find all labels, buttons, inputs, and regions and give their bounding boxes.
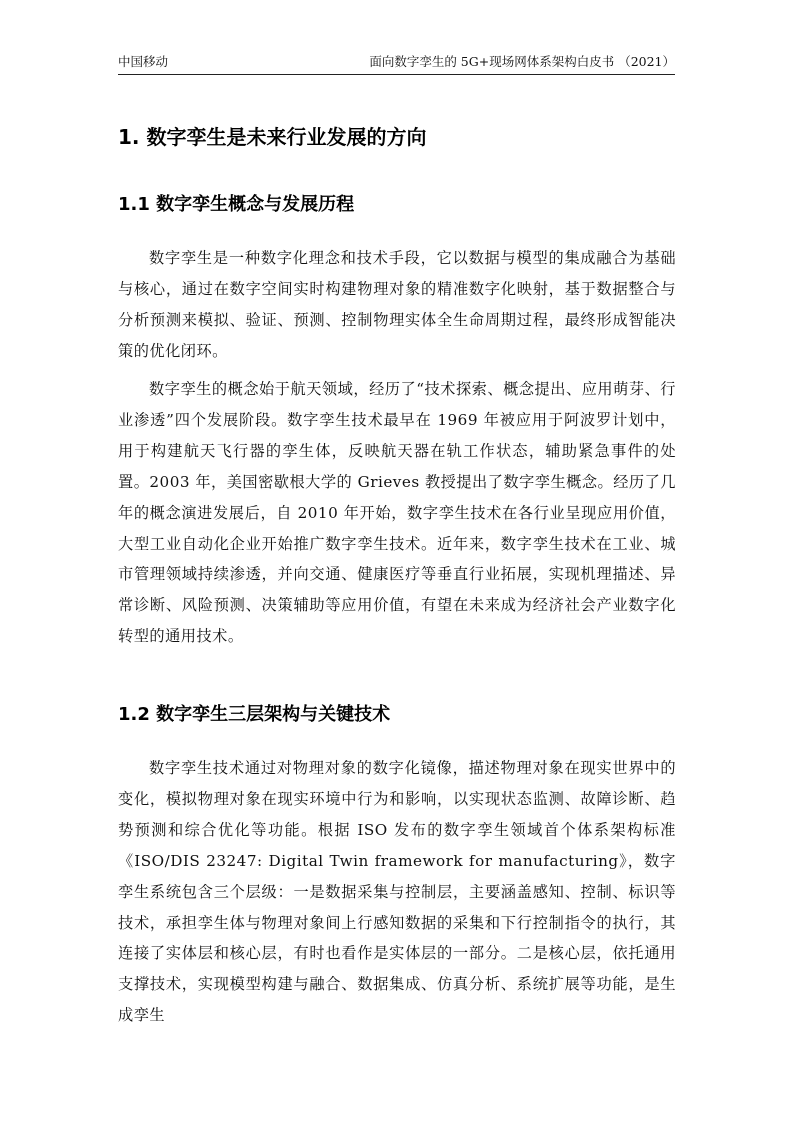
header-document-title: 面向数字孪生的 5G+现场网体系架构白皮书 （2021） [369,54,675,69]
paragraph-concept-definition: 数字孪生是一种数字化理念和技术手段，它以数据与模型的集成融合为基础与核心，通过在数字空间实时构建物理对象的精准数字化映射，基于数据整合与分析预测来模拟、验证、预测、控制物理实体全生命周期过程，最终形成智能决策的优化闭环。 [118,249,676,360]
chapter-heading: 1. 数字孪生是未来行业发展的方向 [118,125,427,149]
page-header [118,52,675,75]
paragraph-architecture: 数字孪生技术通过对物理对象的数字化镜像，描述物理对象在现实世界中的变化，模拟物理对象在现实环境中行为和影响，以实现状态监测、故障诊断、趋势预测和综合优化等功能。根据 ISO 发布的数字孪生领域首个体系架构标准《ISO/DIS 23247: Digital Twin framework for manufacturing》，数字孪生系统包含三个层级：一是数据采集与控制层，主要涵盖感知、控制、标识等技术，承担孪生体与物理对象间上行感知数据的采集和下行控制指令的执行，其连接了实体层和核心层，有时也看作是实体层的一部分。二是核心层，依托通用支撑技术，实现模型构建与融合、数据集成、仿真分析、系统扩展等功能，是生成孪生 [118,759,676,1025]
paragraph-concept-history: 数字孪生的概念始于航天领域，经历了“技术探索、概念提出、应用萌芽、行业渗透”四个发展阶段。数字孪生技术最早在 1969 年被应用于阿波罗计划中，用于构建航天飞行器的孪生体，反映航天器在轨工作状态，辅助紧急事件的处置。2003 年，美国密歇根大学的 Grieves 教授提出了数字孪生概念。经历了几年的概念演进发展后，自 2010 年开始，数字孪生技术在各行业呈现应用价值，大型工业自动化企业开始推广数字孪生技术。近年来，数字孪生技术在工业、城市管理领域持续渗透，并向交通、健康医疗等垂直行业拓展，实现机理描述、异常诊断、风险预测、决策辅助等应用价值，有望在未来成为经济社会产业数字化转型的通用技术。 [118,380,676,646]
section-heading-architecture: 1.2 数字孪生三层架构与关键技术 [118,704,391,725]
header-org-name: 中国移动 [118,54,169,69]
section-heading-concept: 1.1 数字孪生概念与发展历程 [118,194,355,215]
